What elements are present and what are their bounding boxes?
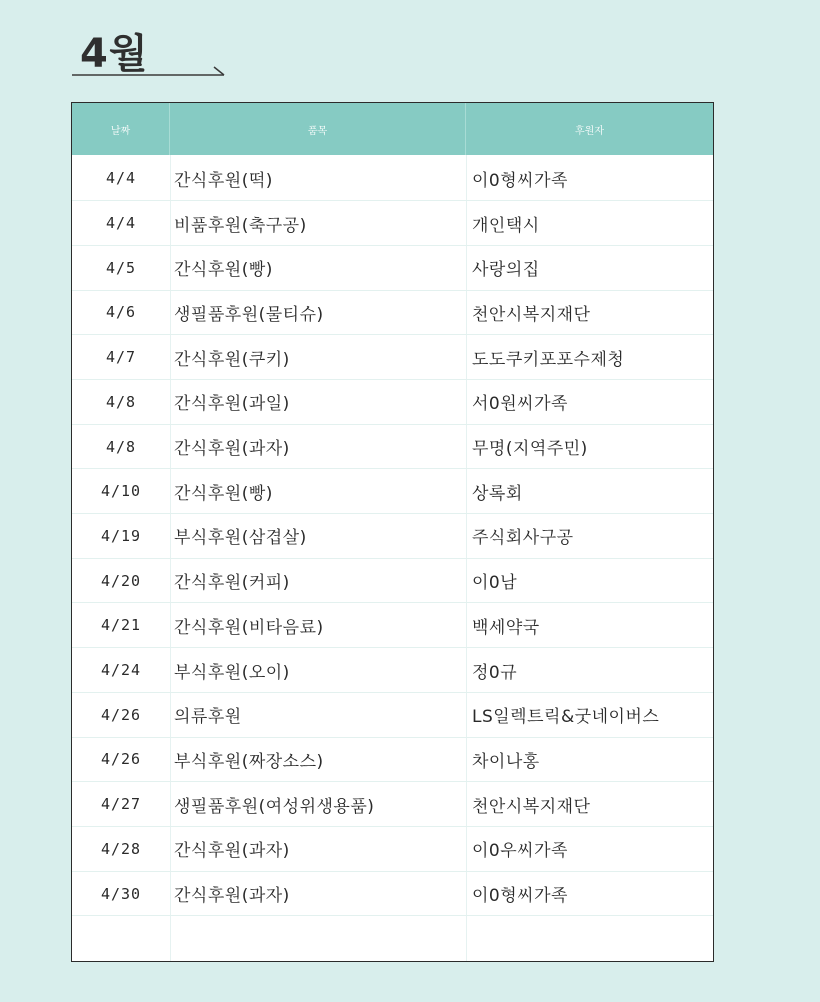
row-sponsor: 천안시복지재단 (472, 304, 591, 325)
table-row (72, 782, 713, 827)
row-date (72, 916, 170, 961)
row-item: 간식후원(과자) (174, 886, 290, 907)
donation-table (71, 102, 714, 962)
row-sponsor: 사랑의집 (472, 260, 540, 281)
row-date: 4/4 (105, 214, 137, 233)
row-item: 간식후원(빵) (174, 260, 273, 281)
table-row (72, 425, 713, 470)
row-sponsor: 백세약국 (472, 617, 540, 638)
row-item: 생필품후원(여성위생용품) (174, 796, 375, 817)
row-sponsor: 정0규 (472, 662, 518, 683)
row-date: 4/8 (105, 392, 137, 411)
row-sponsor: 이0형씨가족 (472, 886, 568, 907)
row-date: 4/30 (100, 884, 142, 903)
table-header (72, 103, 713, 155)
table-row (72, 604, 713, 649)
row-item: 간식후원(과일) (174, 394, 290, 415)
row-item (170, 916, 466, 961)
table-row (72, 916, 713, 961)
row-item: 간식후원(쿠키) (174, 349, 290, 370)
row-item: 생필품후원(물티슈) (174, 304, 324, 325)
header-date: 날짜 (72, 103, 170, 155)
row-date: 4/8 (105, 437, 137, 456)
table-row (72, 335, 713, 380)
table-row (72, 514, 713, 559)
table-row (72, 469, 713, 514)
row-date: 4/28 (100, 839, 142, 858)
row-sponsor: LS일렉트릭&굿네이버스 (472, 707, 660, 728)
row-date: 4/24 (100, 661, 142, 680)
row-sponsor: 상록회 (472, 483, 523, 504)
row-date: 4/19 (100, 526, 142, 545)
row-sponsor: 이0형씨가족 (472, 170, 568, 191)
row-date: 4/5 (105, 258, 137, 277)
header-sponsor: 후원자 (575, 125, 604, 137)
row-sponsor: 차이나홍 (472, 751, 540, 772)
row-date: 4/20 (100, 571, 142, 590)
row-item: 비품후원(축구공) (174, 215, 307, 236)
table-row (72, 201, 713, 246)
table-body (72, 155, 713, 961)
row-sponsor: 천안시복지재단 (472, 796, 591, 817)
row-date: 4/10 (100, 482, 142, 501)
header-item: 품목 (170, 103, 466, 155)
row-date: 4/21 (100, 616, 142, 635)
row-item: 간식후원(과자) (174, 439, 290, 460)
month-title: 4월 (80, 31, 149, 77)
table-row (72, 380, 713, 425)
underline-arrow-icon (72, 62, 228, 78)
row-item: 간식후원(빵) (174, 483, 273, 504)
row-item: 간식후원(비타음료) (174, 617, 324, 638)
table-row (72, 872, 713, 917)
row-item: 부식후원(오이) (174, 662, 290, 683)
row-sponsor: 개인택시 (472, 215, 540, 236)
row-sponsor: 이0남 (472, 573, 518, 594)
row-sponsor: 이0우씨가족 (472, 841, 568, 862)
row-date: 4/26 (100, 750, 142, 769)
table-row (72, 246, 713, 291)
row-item: 간식후원(떡) (174, 170, 273, 191)
table-row (72, 559, 713, 604)
row-sponsor: 서0원씨가족 (472, 394, 568, 415)
table-row (72, 738, 713, 783)
row-sponsor: 도도쿠키포포수제청 (472, 349, 625, 370)
row-sponsor: 주식회사구공 (472, 528, 574, 549)
row-sponsor: 무명(지역주민) (472, 439, 588, 460)
table-row (72, 291, 713, 336)
row-item: 간식후원(과자) (174, 841, 290, 862)
table-row (72, 827, 713, 872)
table-row (72, 157, 713, 202)
row-date: 4/27 (100, 795, 142, 814)
row-date: 4/26 (100, 705, 142, 724)
row-item: 간식후원(커피) (174, 573, 290, 594)
table-row (72, 648, 713, 693)
row-date: 4/7 (105, 348, 137, 367)
row-item: 의류후원 (174, 707, 242, 728)
table-row (72, 693, 713, 738)
row-item: 부식후원(짜장소스) (174, 751, 324, 772)
row-date: 4/6 (105, 303, 137, 322)
row-sponsor (466, 916, 713, 961)
row-item: 부식후원(삼겹살) (174, 528, 307, 549)
row-date: 4/4 (105, 169, 137, 188)
